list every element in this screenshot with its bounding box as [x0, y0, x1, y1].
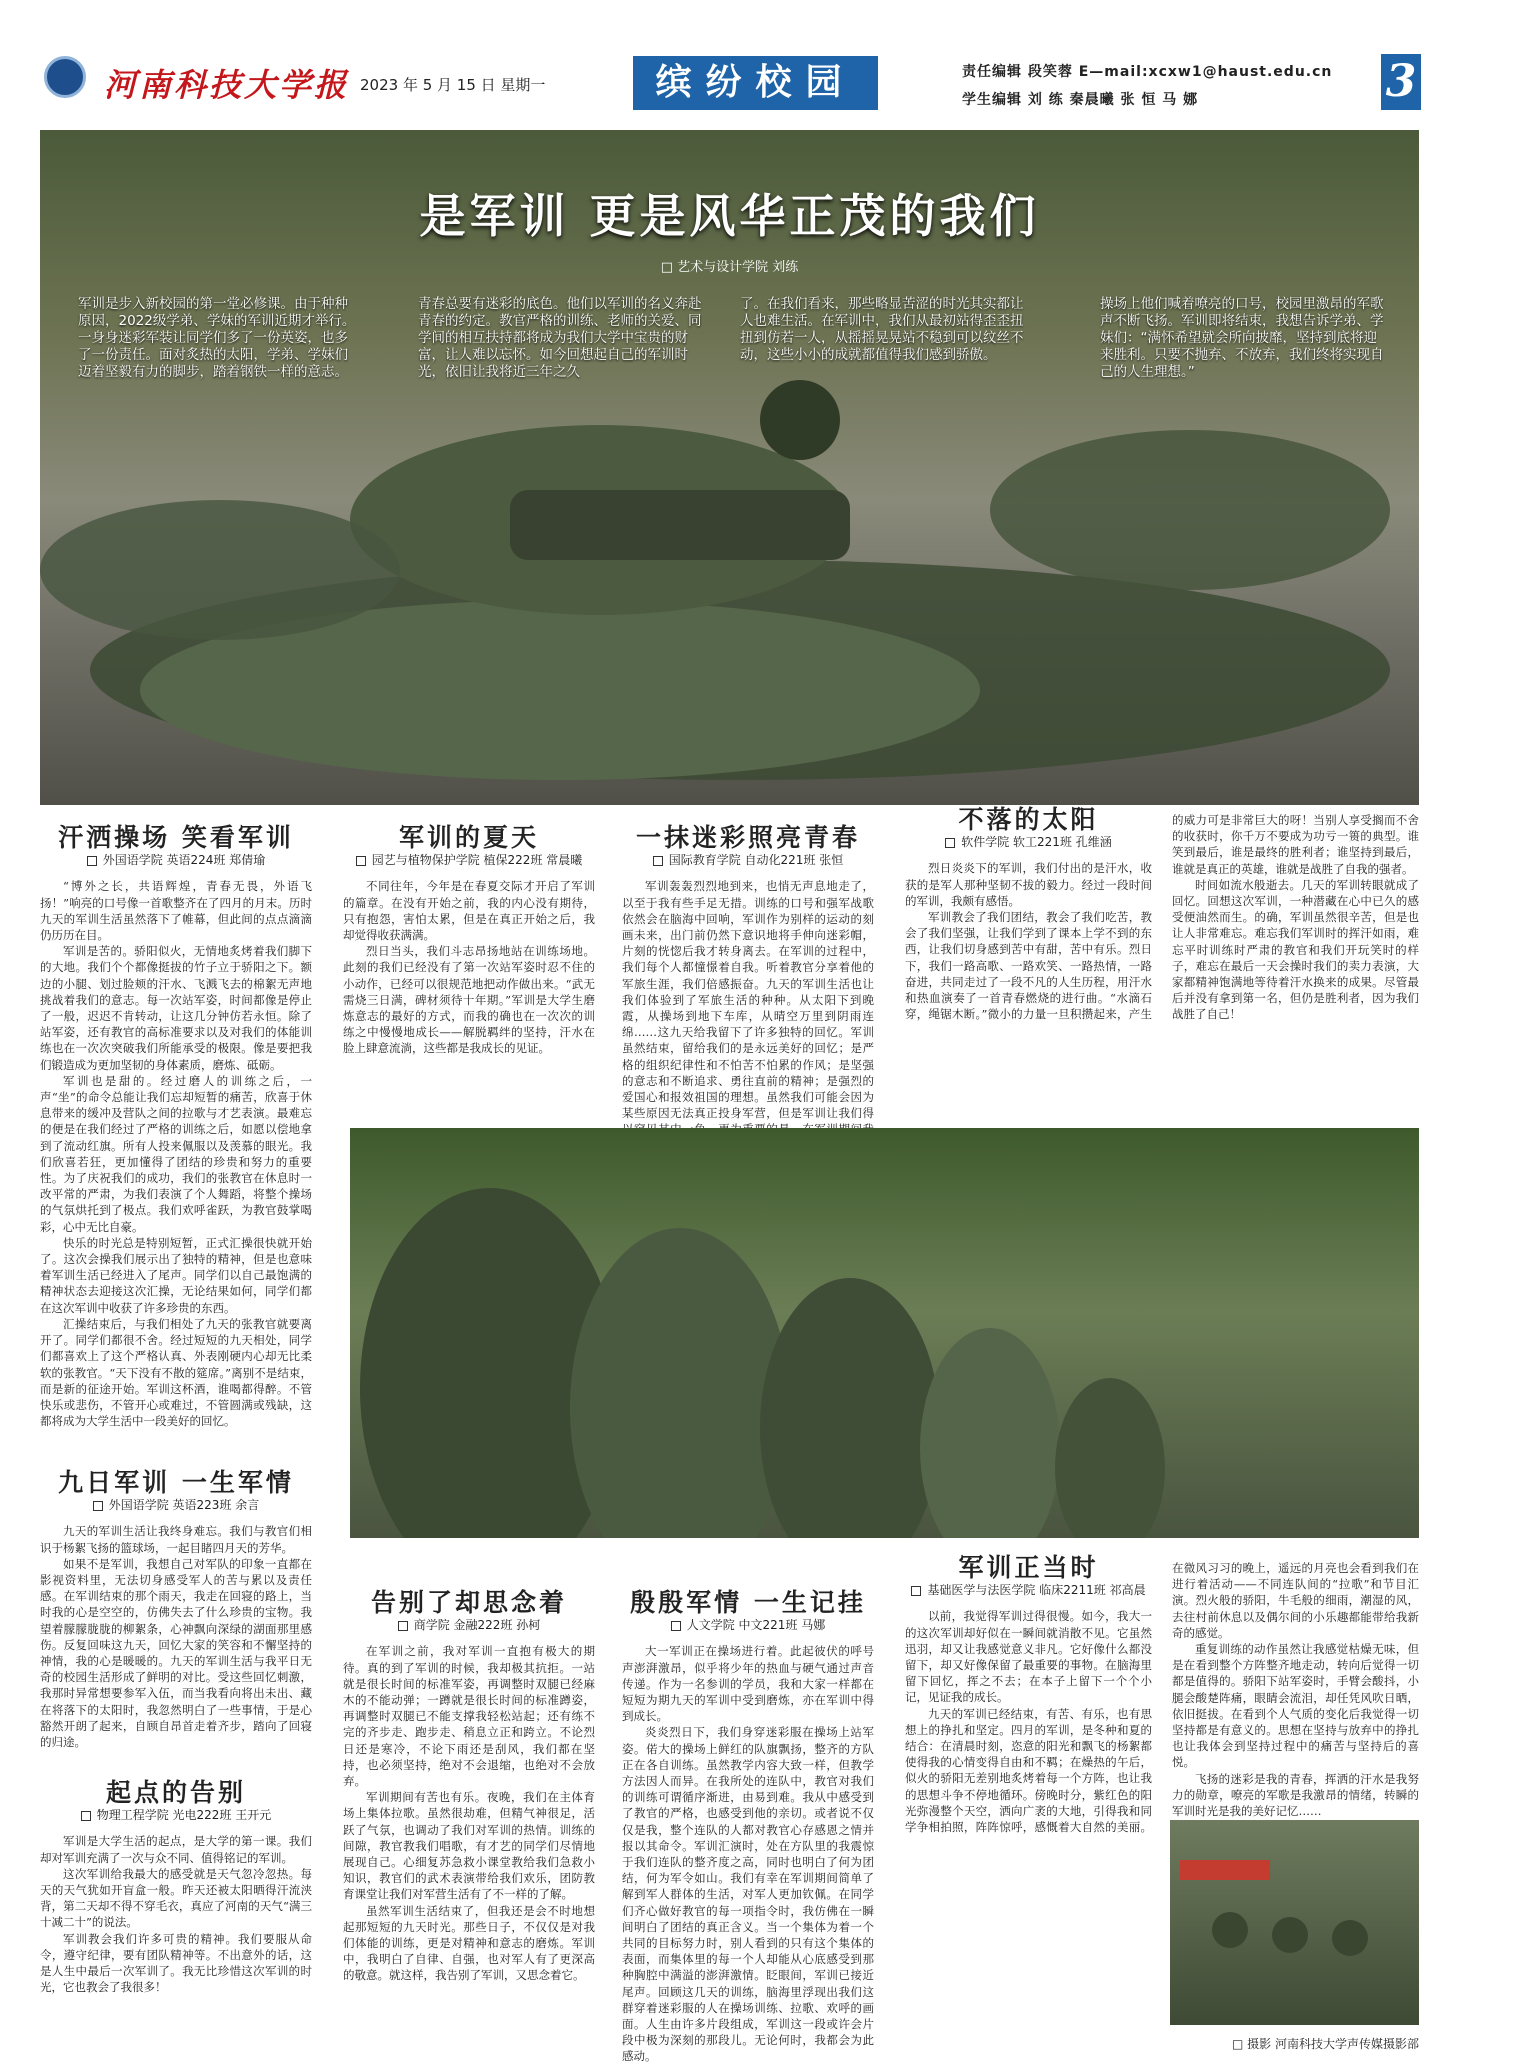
- article-byline: 软件学院 软工221班 孔维涵: [905, 834, 1152, 850]
- article-3: [40, 1778, 312, 1995]
- paragraph: 烈日当头，我们斗志昂扬地站在训练场地。此刻的我们已经没有了第一次站军姿时忍不住的小动作，已经可以很规范地把动作做出来。“武无需烧三日满，碑材须待十年期。”军训是大学生磨炼意志的最好的方式，而我的确也在一次次的训练之中慢慢地成长——解脱羁绊的坚持，汗水在脸上肆意流淌，这些都是我成长的见证。: [343, 944, 595, 1056]
- newspaper-name: 河南科技大学报: [104, 66, 350, 104]
- article-6: [905, 805, 1419, 1023]
- issue-date: 2023 年 5 月 15 日 星期一: [360, 76, 546, 94]
- paragraph: 这次军训给我最大的感受就是天气忽冷忽热。每天的天气犹如开盲盒一般。昨天还被太阳晒得汗流浃背，第二天却不得不穿毛衣，真应了河南的天气“满三十减二十”的说法。: [40, 1866, 312, 1930]
- article-2: [40, 1468, 312, 1750]
- university-logo: [44, 56, 86, 98]
- paragraph: “博外之长，共语辉煌，青春无畏，外语飞扬！”响亮的口号像一首歌整齐在了四月的月末。历时九天的军训生活虽然落下了帷幕，但此间的点点滴滴仍历历在目。: [40, 879, 312, 943]
- editor-credits: [962, 58, 1332, 114]
- paragraph: 九天的军训生活让我终身难忘。我们与教官们相识于杨絮飞扬的篮球场，一起目睹四月天的芳华。: [40, 1524, 312, 1555]
- paragraph: 烈日炎炎下的军训，我们付出的是汗水，收获的是军人那种坚韧不拔的毅力。经过一段时间的军训，我颇有感悟。: [905, 861, 1152, 908]
- article-byline: 人文学院 中文221班 马娜: [622, 1617, 874, 1633]
- hero-intro-3: 了。在我们看来，那些略显苦涩的时光其实都让人也难生活。在军训中，我们从最初站得歪歪扭扭到仿若一人，从摇摇晃晃站不稳到可以纹丝不动，这些小小的成就都值得我们感到骄傲。: [740, 296, 1024, 363]
- editor-line-1: 责任编辑 段笑蓉 E—mail:xcxw1@haust.edu.cn: [962, 64, 1333, 80]
- hero-intro-2: 青春总要有迷彩的底色。他们以军训的名义奔赴青春的约定。教官严格的训练、老师的关爱、同学间的相互扶持都将成为我们大学中宝贵的财富，让人难以忘怀。如今回想起自己的军训时光，依旧让我将近三年之久: [418, 296, 702, 380]
- article-byline: 国际教育学院 自动化221班 张恒: [622, 852, 874, 868]
- paragraph: 军训也是甜的。经过磨人的训练之后，一声“坐”的命令总能让我们忘却短暂的痛苦，欣喜于休息带来的缓冲及营队之间的拉歌与才艺表演。最难忘的便是在我们经过了严格的训练之后，如愿以偿地拿到了流动红旗。所有人投来佩服以及羡慕的眼光。我们欣喜若狂，更加懂得了团结的珍贵和努力的重要性。为了庆祝我们的成功，我们的张教官在休息时一改平常的严肃，为我们表演了个人舞蹈，将整个操场的气氛烘托到了极点。我们欢呼雀跃，为教官鼓掌喝彩，心中无比自豪。: [40, 1073, 312, 1234]
- paragraph: 炎炎烈日下，我们身穿迷彩服在操场上站军姿。偌大的操场上鲜红的队旗飘扬，整齐的方队正在各自训练。虽然教学内容大致一样，但教学方法因人而异。在我所处的连队中，教官对我们的训练可谓循序渐进，由易到难。我从中感受到了教官的严格，也感受到他的亲切。或者说不仅仅是我，整个连队的人都对教官心存感恩之情并报以其命令。军训汇演时，处在方队里的我震惊于我们连队的整齐度之高，同时也明白了何为团结，何为军令如山。我们有幸在军训期间简单了解到军人群体的生活，对军人更加钦佩。在同学们齐心做好教官的每一项指令时，我仿佛在一瞬间明白了团结的真正含义。当一个集体为着一个共同的目标努力时，别人看到的只有这个集体的表面，而集体里的每一个人却能从心底感受到那种胸腔中满溢的澎湃激情。眨眼间，军训已接近尾声。回顾这几天的训练，脑海里浮现出我们这群穿着迷彩服的人在操场训练、拉歌、欢呼的画面。人生由许多片段组成，军训这一段或许会片段中极为深刻的那段儿。无论何时，我都会为此感动。: [622, 1725, 874, 2064]
- paragraph: 如果不是军训，我想自己对军队的印象一直都在影视资料里，无法切身感受军人的苦与累以及责任感。在军训结束的那个雨天，我走在回寝的路上，当时我的心是空空的，仿佛失去了什么珍贵的宝物。我望着朦朦胧胧的柳絮条，心神飘向深绿的湖面那里感伤。反复回味这九天，回忆大家的笑容和不懈坚持的神情，我的心是暖暖的。九天的军训生活与我平日无奇的校园生活形成了鲜明的对比。受这些回忆刺激，我那时异常想要参军入伍，而当我看向将出未出、藏在将落下的太阳时，我忽然明白了一些事情，于是心豁然开朗了起来，自顾自昂首走着齐步，踏向了回寝的归途。: [40, 1556, 312, 1750]
- paragraph: 飞扬的迷彩是我的青春，挥洒的汗水是我努力的勋章，嘹亮的军歌是我激昂的情绪，转瞬的军训时光是我的美好记忆……: [1172, 1771, 1419, 1819]
- article-title: 殷殷军情 一生记挂: [630, 1588, 866, 1617]
- paragraph: 时间如流水般逝去。几天的军训转眼就成了回忆。回想这次军训，一种潜藏在心中已久的感受便油然而生。的确，军训虽然很辛苦，但是也让人非常难忘。难忘我们军训时的挥汗如雨，难忘平时训练时严肃的教官和我们开玩笑时的样子，难忘在最后一天会操时我们的卖力表演，大家都精神饱满地等待着汗水换来的成果。尽管最后并没有拿到第一名，但仍是胜利者，因为我们战胜了自己！: [1172, 877, 1419, 1022]
- paragraph: 在军训之前，我对军训一直抱有极大的期待。真的到了军训的时候，我却极其抗拒。一站就是很长时间的标准军姿，再调整时双腿已经麻木的不能动弹；一蹲就是很长时间的标准蹲姿，再调整时双腿已不能支撑我轻松站起；还有练不完的齐步走、跑步走、稍息立正和跨立。不论烈日还是寒冷，不论下雨还是刮风，我们都在坚持，也必须坚持，绝对不会退缩，也绝对不会放弃。: [343, 1644, 595, 1789]
- article-byline: 外国语学院 英语223班 余言: [40, 1497, 312, 1513]
- page-number: 3: [1381, 54, 1421, 110]
- article-8: [622, 1588, 874, 2065]
- paragraph: 军训期间有苦也有乐。夜晚，我们在主体育场上集体拉歌。虽然很劫难，但精气神很足，活跃了气氛，也调动了我们对军训的热情。训练的间隙，教官教我们唱歌，有才艺的同学们尽情地展现自己。心细复苏急救小课堂教给我们急救小知识，教官们的武术表演带给我们欢乐，团防教育课堂让我们对军营生活有了不一样的了解。: [343, 1790, 595, 1902]
- article-byline: 基础医学与法医学院 临床2211班 祁高晨: [905, 1582, 1152, 1598]
- paragraph: 军训是大学生活的起点，是大学的第一课。我们却对军训充满了一次与众不同、值得铭记的军训。: [40, 1834, 312, 1865]
- hero-photo: [40, 130, 1419, 805]
- article-title: 军训正当时: [958, 1553, 1099, 1582]
- hero-intro-1: 军训是步入新校园的第一堂必修课。由于种种原因，2022级学弟、学妹的军训近期才举行。一身身迷彩军装让同学们多了一份英姿，也多了一份责任。面对炙热的太阳，学弟、学妹们迈着坚毅有力的脚步，踏着钢铁一样的意志。: [78, 296, 356, 380]
- paragraph: 军训是苦的。骄阳似火，无情地炙烤着我们脚下的大地。我们个个都像挺拔的竹子立于骄阳之下。额边的小腿、划过脸颊的汗水、飞溅飞去的棉絮无声地挑战着我们的意志。每一次站军姿，时间都像是停止了一般，迟迟不肯转动，让这几分钟仿若永恒。除了站军姿，还有教官的高标准要求以及对我们的体能训练也在一次次突破我们所能承受的极限。像是要把我们锻造成为更加坚韧的身体素质，磨炼、砥砺。: [40, 944, 312, 1072]
- paragraph: 虽然军训生活结束了，但我还是会不时地想起那短短的九天时光。那些日子，不仅仅是对我们体能的训练，更是对精神和意志的磨炼。军训中，我明白了自律、自强，也对军人有了更深高的敬意。就这样，我告别了军训，又思念着它。: [343, 1903, 595, 1983]
- paragraph: 重复训练的动作虽然让我感觉枯燥无味，但是在看到整个方阵整齐地走动，转向后觉得一切都是值得的。骄阳下站军姿时，手臂会酸抖，小腿会酸楚阵痛，眼睛会流泪，却任凭风吹日晒，依旧挺拔。在看到个人气质的变化后我觉得一切坚持都是有意义的。思想在坚持与放弃中的挣扎也让我体会到坚持过程中的痛苦与坚持后的喜悦。: [1172, 1642, 1419, 1770]
- article-title: 九日军训 一生军情: [58, 1468, 294, 1497]
- article-title: 一抹迷彩照亮青春: [635, 823, 860, 852]
- paragraph: 不同往年，今年是在春夏交际才开启了军训的篇章。在没有开始之前，我的内心没有期待，只有抱怨，害怕太累，但是在真正开始之后，我却觉得收获满满。: [343, 879, 595, 943]
- article-byline: 园艺与植物保护学院 植保222班 常晨曦: [343, 852, 595, 868]
- paragraph: 军训教会了我们团结，教会了我们吃苦，教会了我们坚强，让我们学到了课本上学不到的东西，让我们切身感到苦中有甜，苦中有乐。烈日下，我们一路高歌、一路欢笑、一路热情，一路奋进，共同走过了一段不凡的人生历程，用汗水和热血演奏了一首青春燃烧的进行曲。“水滴石穿，绳锯木断。”微小的力量一旦积攒起来，产生的威力可是非常巨大的呀！当别人享受搁而不舍的收获时，你千万不要成为功亏一篑的典型。谁笑到最后，谁是最终的胜利者；谁坚持到最后，谁就是真正的英雄，谁就是战胜了自我的强者。: [905, 813, 1419, 1022]
- paragraph: 九天的军训已经结束，有苦、有乐，也有思想上的挣扎和坚定。四月的军训，是冬种和夏的结合：在清晨时刻，恣意的阳光和飘飞的杨絮都使得我的心情变得自由和不羁；在燥热的午后，似火的骄阳无差别地炙烤着每一个方阵，也让我的思想斗争不停地循环。傍晚时分，紫红色的阳光弥漫整个天空，洒向广袤的大地，引得我和同学争相拍照，阵阵惊呼，感慨着大自然的美丽。在微风习习的晚上，遥远的月亮也会看到我们在进行着活动——不同连队间的“拉歌”和节目汇演。烈火般的骄阳，牛毛般的细雨，潮湿的风，去往村前休息以及偶尔间的小乐趣都能带给我新奇的感觉。: [905, 1561, 1419, 1835]
- article-title: 军训的夏天: [398, 823, 539, 852]
- hero-title: 是军训 更是风华正茂的我们: [419, 189, 1040, 243]
- article-title: 不落的太阳: [958, 805, 1099, 834]
- article-byline: 商学院 金融222班 孙柯: [343, 1617, 595, 1633]
- paragraph: 汇操结束后，与我们相处了九天的张教官就要离开了。同学们都很不舍。经过短短的九天相处，同学们都喜欢上了这个严格认真、外表刚硬内心却无比柔软的张教官。“天下没有不散的筵席。”离别不是结束，而是新的征途开始。军训这杯酒，谁喝都得醉。不管快乐或悲伤，不管开心或难过，不管圆满或残缺，这都将成为大学生活中一段美好的回忆。: [40, 1316, 312, 1429]
- paragraph: 军训轰轰烈烈地到来，也悄无声息地走了，以至于我有些手足无措。训练的口号和强军战歌依然会在脑海中回响，军训作为别样的运动的刻画未来，出门前仍然下意识地将手伸向迷彩帽，片刻的恍惚后我才转身离去。在军训的过程中，我们每个人都憧憬着自我。听着教官分享着他的军旅生涯，我们倍感振奋。九天的军训生活也让我们体验到了军旅生活的种种。从太阳下到晚霞，从操场到地下车库，从晴空万里到阴雨连绵……这九天给我留下了许多独特的回忆。军训虽然结束，留给我们的是永远美好的回忆；是严格的组织纪律性和不怕苦不怕累的作风；是坚强的意志和不断追求、勇往直前的精神；是强烈的爱国心和报效祖国的理想。虽然我们可能会因为某些原因无法真正投身军营，但是军训让我们得: [622, 879, 874, 1121]
- paragraph: 以前，我觉得军训过得很慢。如今，我大一的这次军训却好似在一瞬间就消散不见。它虽然迅羽，却又让我感觉意义非凡。它好像什么都没留下，却又好像保留了最重要的事物。在脑海里留下回忆，挥之不去；在本子上留下一个个小记，见证我的成长。: [905, 1609, 1152, 1705]
- article-4: [343, 823, 595, 1057]
- photo-credit: □ 摄影 河南科技大学声传媒摄影部: [1232, 2037, 1419, 2051]
- article-title: 汗洒操场 笑看军训: [58, 823, 294, 852]
- paragraph: 军训教会我们许多可贵的精神。我们要服从命令，遵守纪律，要有团队精神等。不出意外的话，这是人生中最后一次军训了。我无比珍惜这次军训的时光，它也教会了我很多！: [40, 1931, 312, 1995]
- paragraph: 快乐的时光总是特别短暂，正式汇操很快就开始了。这次会操我们展示出了独特的精神，但是也意味着军训生活已经进入了尾声。同学们以自己最饱满的精神状态去迎接这次汇操，无论结果如何，同学们都在这次军训中收获了许多珍贵的东西。: [40, 1235, 312, 1315]
- soldiers-lineup-photo: [350, 1128, 1419, 1538]
- hero-intro-4: 操场上他们喊着嘹亮的口号，校园里激昂的军歌声不断飞扬。军训即将结束，我想告诉学弟、学妹们：“满怀希望就会所向披靡，坚持到底将迎来胜利。只要不抛弃、不放弃，我们终将实现自己的人生理想。”: [1100, 296, 1384, 380]
- article-7: [343, 1588, 595, 1984]
- article-title: 起点的告别: [105, 1778, 246, 1807]
- article-byline: 物理工程学院 光电222班 王开元: [40, 1807, 312, 1823]
- drill-photo: [1170, 1820, 1419, 2025]
- article-title: 告别了却思念着: [370, 1588, 567, 1617]
- section-title: 缤纷校园: [633, 56, 878, 110]
- article-1: [40, 823, 312, 1429]
- editor-line-2: 学生编辑 刘 练 秦晨曦 张 恒 马 娜: [962, 92, 1199, 108]
- hero-byline: □ 艺术与设计学院 刘练: [660, 260, 799, 275]
- article-byline: 外国语学院 英语224班 郑倩瑜: [40, 852, 312, 868]
- paragraph: 大一军训正在操场进行着。此起彼伏的呼号声澎湃激昂，似乎将少年的热血与硬气通过声音传递。作为一名参训的学员，我和大家一样都在短短为期九天的军训中受到磨炼，亦在军训中得到成长。: [622, 1644, 874, 1724]
